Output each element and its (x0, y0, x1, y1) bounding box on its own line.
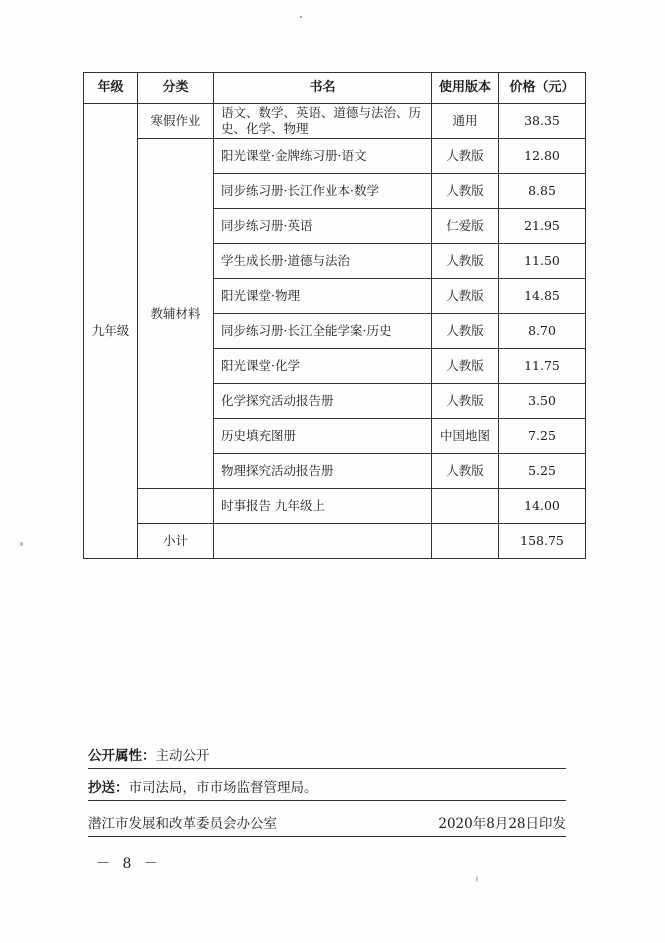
price-cell: 14.00 (499, 489, 586, 524)
edition-cell: 中国地图 (432, 419, 499, 454)
scan-speck (20, 542, 23, 546)
title-cell: 同步练习册·长江作业本·数学 (214, 174, 432, 209)
disclosure-label: 公开属性： (88, 748, 156, 764)
price-cell: 38.35 (499, 104, 586, 139)
header-edition: 使用版本 (432, 73, 499, 104)
cc-line (88, 776, 566, 801)
header-price: 价格（元） (499, 73, 586, 104)
header-title: 书名 (214, 73, 432, 104)
title-cell: 阳光课堂·物理 (214, 279, 432, 314)
price-cell: 11.75 (499, 349, 586, 384)
title-cell: 化学探究活动报告册 (214, 384, 432, 419)
price-cell: 7.25 (499, 419, 586, 454)
table-header-row (84, 73, 586, 104)
subtotal-label: 小计 (138, 524, 214, 559)
scan-speck (476, 876, 478, 882)
edition-cell: 人教版 (432, 139, 499, 174)
price-cell: 12.80 (499, 139, 586, 174)
title-cell: 同步练习册·长江全能学案·历史 (214, 314, 432, 349)
cc-value: 市司法局，市市场监督管理局。 (128, 780, 318, 796)
title-cell: 时事报告 九年级上 (214, 489, 432, 524)
price-cell: 8.70 (499, 314, 586, 349)
title-cell: 阳光课堂·化学 (214, 349, 432, 384)
issuer-name: 潜江市发展和改革委员会办公室 (88, 816, 277, 832)
category-cell (138, 489, 214, 524)
edition-cell: 人教版 (432, 174, 499, 209)
cc-label: 抄送： (88, 780, 129, 796)
title-cell: 阳光课堂·金牌练习册·语文 (214, 139, 432, 174)
table-row (84, 139, 586, 174)
issue-date: 2020年8月28日印发 (438, 816, 566, 832)
subtotal-title-cell (214, 524, 432, 559)
table-row (84, 489, 586, 524)
edition-cell (432, 489, 499, 524)
price-cell: 5.25 (499, 454, 586, 489)
subtotal-row (84, 524, 586, 559)
page-number: － 8 － (96, 856, 162, 872)
disclosure-line (88, 744, 566, 769)
price-cell: 11.50 (499, 244, 586, 279)
title-cell: 物理探究活动报告册 (214, 454, 432, 489)
edition-cell: 人教版 (432, 314, 499, 349)
edition-cell: 通用 (432, 104, 499, 139)
title-cell: 同步练习册·英语 (214, 209, 432, 244)
disclosure-value: 主动公开 (155, 748, 210, 764)
grade-cell: 九年级 (84, 104, 138, 559)
edition-cell: 人教版 (432, 244, 499, 279)
edition-cell: 人教版 (432, 349, 499, 384)
edition-cell: 人教版 (432, 384, 499, 419)
price-cell: 3.50 (499, 384, 586, 419)
price-cell: 14.85 (499, 279, 586, 314)
edition-cell: 仁爱版 (432, 209, 499, 244)
header-category: 分类 (138, 73, 214, 104)
category-cell: 寒假作业 (138, 104, 214, 139)
category-cell: 教辅材料 (138, 139, 214, 489)
table-row (84, 104, 586, 139)
header-grade: 年级 (84, 73, 138, 104)
title-cell: 语文、数学、英语、道德与法治、历史、化学、物理 (214, 104, 432, 139)
subtotal-edition-cell (432, 524, 499, 559)
book-price-table (83, 72, 586, 559)
edition-cell: 人教版 (432, 454, 499, 489)
title-cell: 历史填充图册 (214, 419, 432, 454)
title-cell: 学生成长册·道德与法治 (214, 244, 432, 279)
scan-speck (300, 16, 302, 18)
subtotal-price: 158.75 (499, 524, 586, 559)
edition-cell: 人教版 (432, 279, 499, 314)
issuer-line (88, 812, 566, 837)
price-cell: 21.95 (499, 209, 586, 244)
price-cell: 8.85 (499, 174, 586, 209)
